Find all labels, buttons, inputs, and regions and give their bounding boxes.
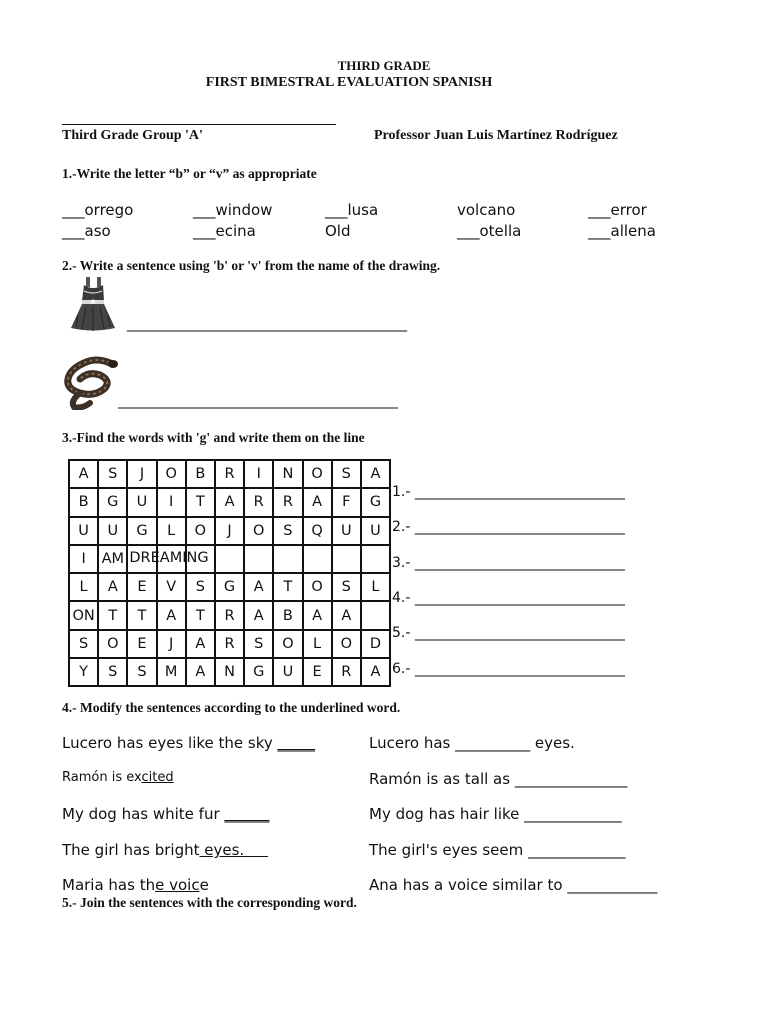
- grid-cell: E: [127, 630, 156, 658]
- grid-cell: [215, 545, 244, 573]
- sentence-right-5[interactable]: Ana has a voice similar to ____________: [369, 876, 658, 894]
- answer-line-4[interactable]: 4.- ______________________________: [392, 590, 625, 606]
- grid-cell: O: [98, 630, 127, 658]
- grid-cell: B: [186, 460, 215, 488]
- grid-cell: A: [69, 460, 98, 488]
- grid-cell: R: [215, 601, 244, 629]
- grid-cell: A: [186, 630, 215, 658]
- grid-row: [69, 630, 390, 658]
- grid-cell: S: [69, 630, 98, 658]
- grid-cell: [361, 545, 390, 573]
- word-item: ___orrego: [62, 201, 134, 219]
- grid-row: [69, 517, 390, 545]
- sentence-left-2: [62, 770, 174, 785]
- name-line: [62, 124, 336, 125]
- grid-cell: O: [186, 517, 215, 545]
- word-item: ___aso: [62, 222, 111, 240]
- professor-label: Professor Juan Luis Martínez Rodríguez: [374, 128, 618, 143]
- question-2-prompt: 2.- Write a sentence using 'b' or 'v' from the name of the drawing.: [62, 258, 441, 273]
- sentence-text: Maria has th: [62, 876, 156, 894]
- grid-cell: A: [361, 658, 390, 686]
- question-5-prompt: 5.- Join the sentences with the corresponding word.: [62, 895, 357, 910]
- dress-icon: [68, 275, 118, 333]
- underlined-word: ______: [224, 805, 270, 823]
- grid-cell: Y: [69, 658, 98, 686]
- grid-row: [69, 545, 390, 573]
- grid-cell: O: [303, 573, 332, 601]
- grid-cell: ON: [69, 601, 98, 629]
- grid-cell: S: [98, 658, 127, 686]
- answer-line-2[interactable]: 2.- ______________________________: [392, 519, 625, 535]
- grid-cell: A: [332, 601, 361, 629]
- snake-icon: [60, 355, 118, 410]
- sentence-right-3[interactable]: My dog has hair like _____________: [369, 805, 622, 823]
- grid-cell: R: [273, 488, 302, 516]
- grid-cell: R: [215, 630, 244, 658]
- grid-cell: T: [186, 488, 215, 516]
- grid-overflow-text: DREAMING: [129, 549, 209, 566]
- grid-cell: I: [244, 460, 273, 488]
- grid-cell: G: [361, 488, 390, 516]
- grid-cell: S: [127, 658, 156, 686]
- question-4-prompt: 4.- Modify the sentences according to the underlined word.: [62, 700, 401, 715]
- word-item: ___allena: [588, 222, 656, 240]
- grid-cell: L: [69, 573, 98, 601]
- grid-row: [69, 573, 390, 601]
- grid-row: [69, 488, 390, 516]
- grid-cell: U: [273, 658, 302, 686]
- grid-cell: G: [244, 658, 273, 686]
- sentence-right-4[interactable]: The girl's eyes seem _____________: [369, 841, 626, 859]
- grid-cell: T: [98, 601, 127, 629]
- grid-cell: N: [273, 460, 302, 488]
- grid-cell: S: [332, 573, 361, 601]
- grid-cell: G: [98, 488, 127, 516]
- word-item: Old: [325, 222, 351, 240]
- grid-cell: V: [157, 573, 186, 601]
- grid-cell: L: [157, 517, 186, 545]
- grid-cell: N: [215, 658, 244, 686]
- sentence-text: e: [199, 876, 209, 894]
- grid-cell: G: [215, 573, 244, 601]
- sentence-line-1[interactable]: ________________________________________: [127, 316, 407, 332]
- grid-cell: R: [215, 460, 244, 488]
- grid-cell: U: [98, 517, 127, 545]
- grid-cell: [127, 545, 209, 573]
- grid-cell: A: [98, 573, 127, 601]
- sentence-left-5: [62, 876, 209, 894]
- word-item: ___ecina: [193, 222, 256, 240]
- grid-cell: R: [244, 488, 273, 516]
- evaluation-title: FIRST BIMESTRAL EVALUATION SPANISH: [205, 75, 493, 90]
- grid-cell: U: [69, 517, 98, 545]
- word-item: ___window: [193, 201, 273, 219]
- grid-cell: A: [244, 573, 273, 601]
- answer-line-1[interactable]: 1.- ______________________________: [392, 484, 625, 500]
- grid-cell: O: [303, 460, 332, 488]
- grid-row: [69, 658, 390, 686]
- grid-cell: A: [303, 488, 332, 516]
- grid-cell: R: [332, 658, 361, 686]
- grid-cell: T: [273, 573, 302, 601]
- grid-cell: U: [332, 517, 361, 545]
- word-item: ___error: [588, 201, 647, 219]
- grid-cell: U: [127, 488, 156, 516]
- grid-cell: [244, 545, 273, 573]
- sentence-text: The girl has bright: [62, 841, 200, 859]
- grid-cell: M: [157, 658, 186, 686]
- sentence-left-1: [62, 734, 315, 752]
- grid-cell: A: [186, 658, 215, 686]
- word-item: volcano: [457, 201, 516, 219]
- answer-line-3[interactable]: 3.- ______________________________: [392, 555, 625, 571]
- answer-line-6[interactable]: 6.- ______________________________: [392, 661, 625, 677]
- sentence-right-2[interactable]: Ramón is as tall as _______________: [369, 770, 628, 788]
- sentence-left-4: [62, 841, 268, 859]
- grid-cell: A: [215, 488, 244, 516]
- grid-cell: L: [361, 573, 390, 601]
- underlined-word: _____: [277, 734, 316, 752]
- grid-cell: B: [273, 601, 302, 629]
- sentence-left-3: [62, 805, 269, 823]
- grid-cell: [303, 545, 332, 573]
- grid-cell: A: [244, 601, 273, 629]
- word-item: ___otella: [457, 222, 522, 240]
- grid-cell: [361, 601, 390, 629]
- grid-cell: I: [157, 488, 186, 516]
- grid-cell: L: [303, 630, 332, 658]
- grid-cell: O: [273, 630, 302, 658]
- grid-cell: I: [69, 545, 98, 573]
- underlined-word: e voic: [155, 876, 200, 894]
- sentence-text: My dog has white fur: [62, 805, 225, 823]
- sentence-text: Ramón is ex: [62, 770, 142, 785]
- grid-cell: U: [361, 517, 390, 545]
- grid-cell: S: [332, 460, 361, 488]
- grid-row: [69, 460, 390, 488]
- grid-cell: D: [361, 630, 390, 658]
- grid-cell: [273, 545, 302, 573]
- grid-cell: S: [98, 460, 127, 488]
- grid-cell: J: [157, 630, 186, 658]
- grid-cell: Q: [303, 517, 332, 545]
- grid-cell: T: [127, 601, 156, 629]
- word-search-grid: [68, 459, 391, 687]
- grid-cell: J: [127, 460, 156, 488]
- grid-cell: B: [69, 488, 98, 516]
- question-1-prompt: 1.-Write the letter “b” or “v” as appropriate: [62, 166, 317, 181]
- grid-row: [69, 601, 390, 629]
- question-3-prompt: 3.-Find the words with 'g' and write them on the line: [62, 430, 365, 445]
- group-label: Third Grade Group 'A': [62, 128, 203, 143]
- grid-cell: O: [332, 630, 361, 658]
- underlined-word: eyes.: [199, 841, 269, 859]
- grid-cell: F: [332, 488, 361, 516]
- grid-cell: T: [186, 601, 215, 629]
- grid-cell: A: [361, 460, 390, 488]
- grid-cell: G: [127, 517, 156, 545]
- grid-cell: [332, 545, 361, 573]
- answer-line-5[interactable]: 5.- ______________________________: [392, 625, 625, 641]
- underlined-word: cited: [141, 770, 174, 785]
- grid-cell: S: [244, 630, 273, 658]
- grid-cell: E: [127, 573, 156, 601]
- grid-cell: A: [157, 601, 186, 629]
- sentence-right-1[interactable]: Lucero has __________ eyes.: [369, 734, 575, 752]
- sentence-text: Lucero has eyes like the sky: [62, 734, 278, 752]
- grid-cell: S: [186, 573, 215, 601]
- grid-cell: O: [157, 460, 186, 488]
- grid-cell: AM: [98, 545, 127, 573]
- grid-cell: A: [303, 601, 332, 629]
- grade-title: THIRD GRADE: [337, 58, 431, 73]
- grid-cell: S: [273, 517, 302, 545]
- grid-cell: O: [244, 517, 273, 545]
- sentence-line-2[interactable]: ________________________________________: [118, 393, 398, 409]
- word-item: ___lusa: [325, 201, 379, 219]
- grid-cell: E: [303, 658, 332, 686]
- grid-cell: J: [215, 517, 244, 545]
